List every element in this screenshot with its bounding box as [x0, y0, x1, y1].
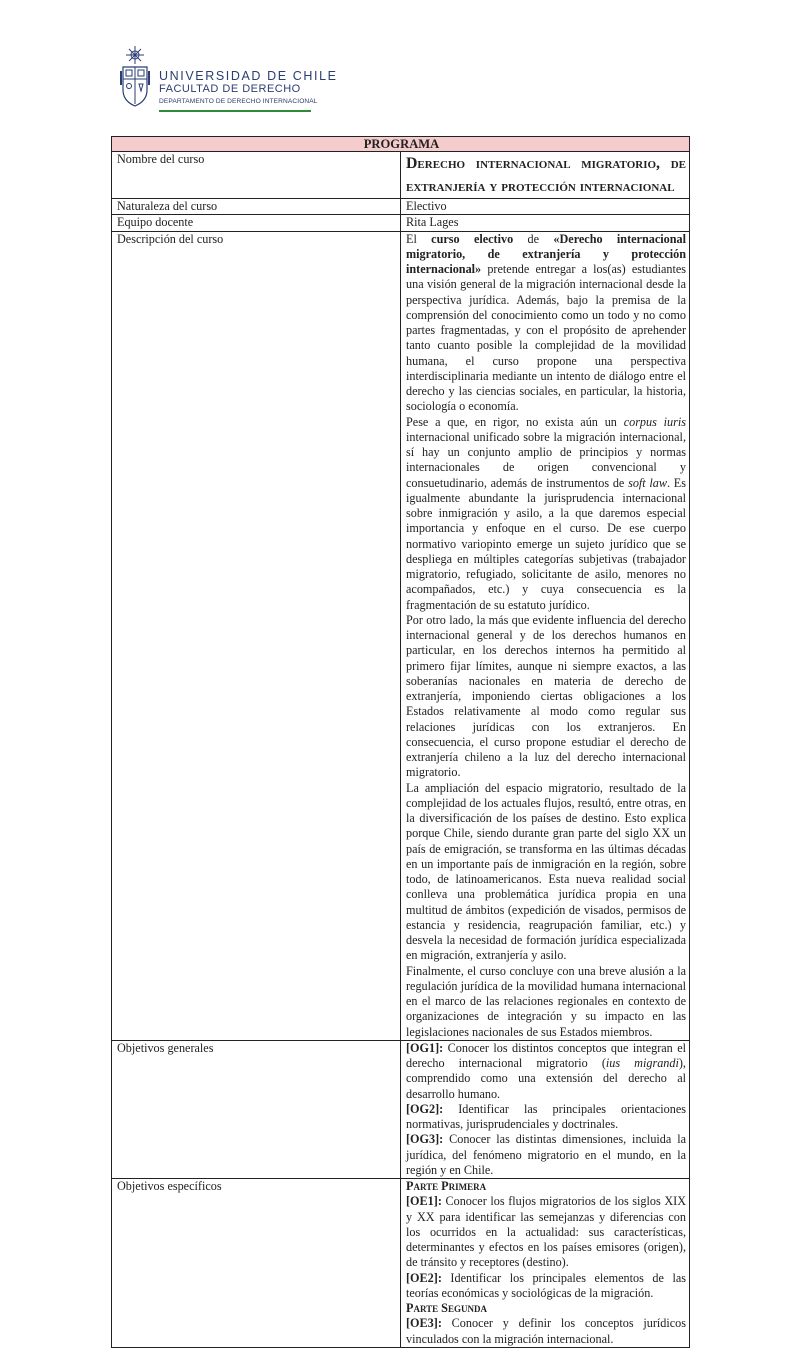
table-heading-row — [112, 137, 690, 152]
table-row — [112, 1179, 690, 1348]
team-label: Equipo docente — [112, 215, 401, 231]
department-name: DEPARTAMENTO DE DERECHO INTERNACIONAL — [159, 98, 318, 105]
description-paragraph: Por otro lado, la más que evidente influencia del derecho internacional general y de los derechos humanos en particular, en los derechos internos ha permitido al primero fijar límites, aunque ni siempre exactos, a las soberanías nacionales en materia de derecho de extranjería, imponiendo ciertas obligaciones a los Estados relativamente al modo como regular sus relaciones jurídicas con los extranjeros. En consecuencia, el curso propone estudiar el derecho de extranjería chileno a la luz del derecho internacional migratorio. — [406, 612, 686, 780]
general-objectives-label: Objetivos generales — [112, 1040, 401, 1178]
course-title-line-2: extranjería y protección internacional — [406, 178, 675, 195]
table-row — [112, 1040, 690, 1178]
header-divider — [159, 110, 311, 112]
letterhead — [118, 46, 418, 118]
course-title-line-1: Derecho internacional migratorio, de — [406, 155, 686, 172]
objective-oe2: [OE2]: Identificar los principales elementos de las teorías económicas y sociológicas de la migración. — [406, 1270, 686, 1300]
objective-oe3: [OE3]: Conocer y definir los conceptos jurídicos vinculados con la migración internacional. — [406, 1316, 686, 1346]
table-row — [112, 199, 690, 215]
description-label: Descripción del curso — [112, 231, 401, 1040]
objective-og3: [OG3]: Conocer las distintas dimensiones, incluida la jurídica, del fenómeno migratorio en el mundo, en la región y en Chile. — [406, 1132, 686, 1177]
description-value — [401, 231, 690, 1040]
part-two-heading: Parte Segunda — [406, 1301, 487, 1315]
description-paragraph: La ampliación del espacio migratorio, resultado de la complejidad de los actuales flujos, resultó, entre otras, en la diversificación de los países de destino. Esto explica porque Chile, siendo durante gran parte del siglo XX un país de emigración, se transforma en las últimas décadas en un importante país de inmigración en la región, sobre todo, de latinoamericanos. Esta nueva realidad social conlleva una problemática jurídica propia en una multitud de ámbitos (expedición de visados, permisos de estancia y residencia, reagrupación familiar, etc.) y desvela la necesidad de formación jurídica especializada en migración, extranjería y asilo. — [406, 780, 686, 963]
objective-og2: [OG2]: Identificar las principales orientaciones normativas, jurisprudenciales y doctrinales. — [406, 1101, 686, 1131]
part-one-heading: Parte Primera — [406, 1179, 487, 1193]
team-value: Rita Lages — [401, 215, 690, 231]
course-name-label: Nombre del curso — [112, 152, 401, 199]
nature-label: Naturaleza del curso — [112, 199, 401, 215]
faculty-name: FACULTAD DE DERECHO — [159, 83, 301, 95]
specific-objectives-label: Objetivos específicos — [112, 1179, 401, 1348]
general-objectives-value — [401, 1040, 690, 1178]
table-row — [112, 231, 690, 1040]
description-paragraph: Finalmente, el curso concluye con una breve alusión a la regulación jurídica de la movilidad humana internacional en el marco de las relaciones regionales en contexto de organizaciones de integración y su impacto en las legislaciones nacionales de sus Estados miembros. — [406, 963, 686, 1039]
nature-value: Electivo — [401, 199, 690, 215]
table-heading: PROGRAMA — [112, 137, 690, 152]
university-seal-icon — [118, 46, 152, 108]
description-paragraph: Pese a que, en rigor, no exista aún un corpus iuris internacional unificado sobre la migración internacional, sí hay un conjunto amplio de principios y normas internacionales de origen convencional y consuetudinario, además de instrumentos de soft law. Es igualmente abundante la jurisprudencia internacional sobre inmigración y asilo, a la que daremos especial importancia y enfoque en el curso. De ese cuerpo normativo variopinto emerge un sujeto jurídico que se despliega en múltiples categorías subjetivas (trabajador migratorio, refugiado, solicitante de asilo, menores no acompañados, etc.) y cuya consecuencia es la fragmentación de su estatuto jurídico. — [406, 414, 687, 612]
objective-oe1: [OE1]: Conocer los flujos migratorios de los siglos XIX y XX para identificar las semejanzas y diferencias con los ocurridos en la actualidad: sus características, determinantes y efectos en los países emisores (origen), de tránsito y receptores (destino). — [406, 1194, 686, 1270]
table-row — [112, 215, 690, 231]
course-name-value — [401, 152, 690, 199]
university-name: UNIVERSIDAD DE CHILE — [159, 69, 338, 83]
specific-objectives-value — [401, 1179, 690, 1348]
table-row — [112, 152, 690, 199]
description-paragraph: El curso electivo de «Derecho internacional migratorio, de extranjería y protección internacional» pretende entregar a los(as) estudiantes una visión general de la migración internacional desde la perspectiva jurídica. Además, bajo la premisa de la comprensión del conocimiento como un todo y no como partes fragmentadas, y con el propósito de aprehender tanto cuanto posible la complejidad de la movilidad humana, el curso propone una perspectiva interdisciplinaria mediante un intento de diálogo entre el derecho y las ciencias sociales, en particular, la historia, sociología o economía. — [406, 231, 686, 414]
objective-og1: [OG1]: Conocer los distintos conceptos que integran el derecho internacional migratorio (ius migrandi), comprendido como una extensión del derecho al desarrollo humano. — [406, 1040, 686, 1101]
program-table — [111, 136, 690, 1348]
